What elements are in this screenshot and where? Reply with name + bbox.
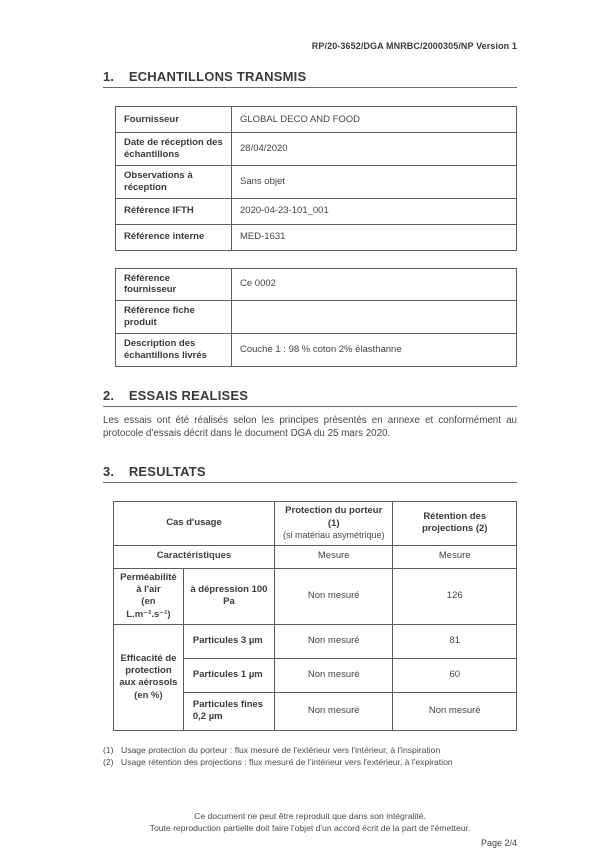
subheader-mesure-retention: Mesure — [393, 545, 517, 568]
footnote-1-number: (1) — [103, 744, 114, 755]
value-retention: 126 — [393, 568, 517, 624]
row-label: Référence IFTH — [116, 198, 232, 224]
group-permeabilite-title: Perméabilité à l'air — [120, 571, 177, 595]
value-protection: Non mesuré — [274, 568, 392, 624]
table-row — [116, 198, 517, 224]
document-content — [103, 0, 517, 848]
row-value — [232, 301, 517, 334]
subheader-caracteristiques-label: Caractéristiques — [156, 550, 232, 562]
footnote-1-text: Usage protection du porteur : flux mesuré de l'extérieur vers l'intérieur, à l'inspiration — [121, 744, 441, 755]
section-3-heading — [103, 464, 517, 483]
section-2-number: 2. — [103, 387, 115, 403]
row-value: 28/04/2020 — [232, 133, 517, 166]
row-value: Ce 0002 — [232, 268, 517, 301]
group-efficacite-unit: (en %) — [134, 689, 163, 701]
group-efficacite-title: Efficacité de protection aux aérosols — [119, 652, 178, 689]
value-protection: Non mesuré — [274, 624, 392, 658]
footnotes — [103, 744, 517, 769]
references-table — [115, 268, 517, 367]
results-subheader-row — [114, 545, 517, 568]
header-cas-usage: Cas d'usage — [114, 502, 275, 545]
value-retention: 81 — [393, 624, 517, 658]
footnote-2-text: Usage rétention des projections : flux mesuré de l'intérieur vers l'extérieur, à l'expiration — [121, 757, 453, 768]
subheader-mesure-protection: Mesure — [274, 545, 392, 568]
results-row-permeabilite — [114, 568, 517, 624]
value-protection: Non mesuré — [274, 692, 392, 730]
group-permeabilite-unit: (en L.m⁻².s⁻¹) — [126, 596, 171, 620]
subheader-caracteristiques — [114, 545, 275, 568]
row-value: Couche 1 : 98 % coton 2% élasthanne — [232, 334, 517, 367]
table-row — [116, 224, 517, 250]
header-protection — [274, 502, 392, 545]
footnote-2 — [103, 756, 517, 768]
section-2-heading — [103, 388, 517, 407]
footer-line-1: Ce document ne peut être reproduit que dans son intégralité. — [194, 810, 426, 821]
value-retention: 60 — [393, 658, 517, 692]
table-row — [116, 301, 517, 334]
document-reference: RP/20-3652/DGA MNRBC/2000305/NP Version 1 — [311, 41, 517, 51]
row-value: Sans objet — [232, 165, 517, 198]
param-depression: à dépression 100 Pa — [183, 568, 274, 624]
group-permeabilite — [114, 568, 184, 624]
header-retention: Rétention des projections (2) — [393, 502, 517, 545]
results-header-row — [114, 502, 517, 545]
param-particules: Particules 3 µm — [183, 624, 274, 658]
table-row — [116, 107, 517, 133]
row-label: Référence fournisseur — [116, 268, 232, 301]
header-protection-line1: Protection du porteur (1) — [285, 505, 383, 529]
table-row — [116, 268, 517, 301]
samples-table — [115, 106, 517, 251]
row-label: Référence fiche produit — [116, 301, 232, 334]
table-row — [116, 165, 517, 198]
group-efficacite — [114, 624, 184, 730]
footer-notice — [103, 810, 517, 835]
section-2-title: ESSAIS REALISES — [128, 387, 249, 403]
param-particules: Particules 1 µm — [183, 658, 274, 692]
row-value: GLOBAL DECO AND FOOD — [232, 107, 517, 133]
results-row-particules-3um — [114, 624, 517, 658]
section-2-body: Les essais ont été réalisés selon les principes présentés en annexe et conformément au protocole d'essais décrit dans le document DGA du 25 mars 2020. — [103, 414, 517, 440]
section-1-number: 1. — [103, 69, 115, 84]
section-3-title: RESULTATS — [128, 464, 206, 480]
footnote-1 — [103, 744, 517, 756]
value-protection: Non mesuré — [274, 658, 392, 692]
footer-line-2: Toute reproduction partielle doit faire l'objet d'un accord écrit de la part de l'émetteur. — [149, 823, 471, 834]
row-value: MED-1631 — [232, 224, 517, 250]
header-protection-line2: (si matériau asymétrique) — [282, 529, 385, 540]
page-number: Page 2/4 — [480, 837, 517, 848]
param-particules: Particules fines 0,2 µm — [183, 692, 274, 730]
row-label: Date de réception des échantillons — [116, 133, 232, 166]
table-row — [116, 334, 517, 367]
row-label: Observations à réception — [116, 165, 232, 198]
row-label: Description des échantillons livrés — [116, 334, 232, 367]
row-value: 2020-04-23-101_001 — [232, 198, 517, 224]
table-row — [116, 133, 517, 166]
section-1-title: ECHANTILLONS TRANSMIS — [128, 69, 307, 84]
value-retention: Non mesuré — [393, 692, 517, 730]
row-label: Fournisseur — [116, 107, 232, 133]
section-3-number: 3. — [103, 464, 115, 480]
row-label: Référence interne — [116, 224, 232, 250]
footnote-2-number: (2) — [103, 757, 114, 768]
results-table — [113, 501, 517, 731]
section-1-heading — [103, 69, 517, 88]
